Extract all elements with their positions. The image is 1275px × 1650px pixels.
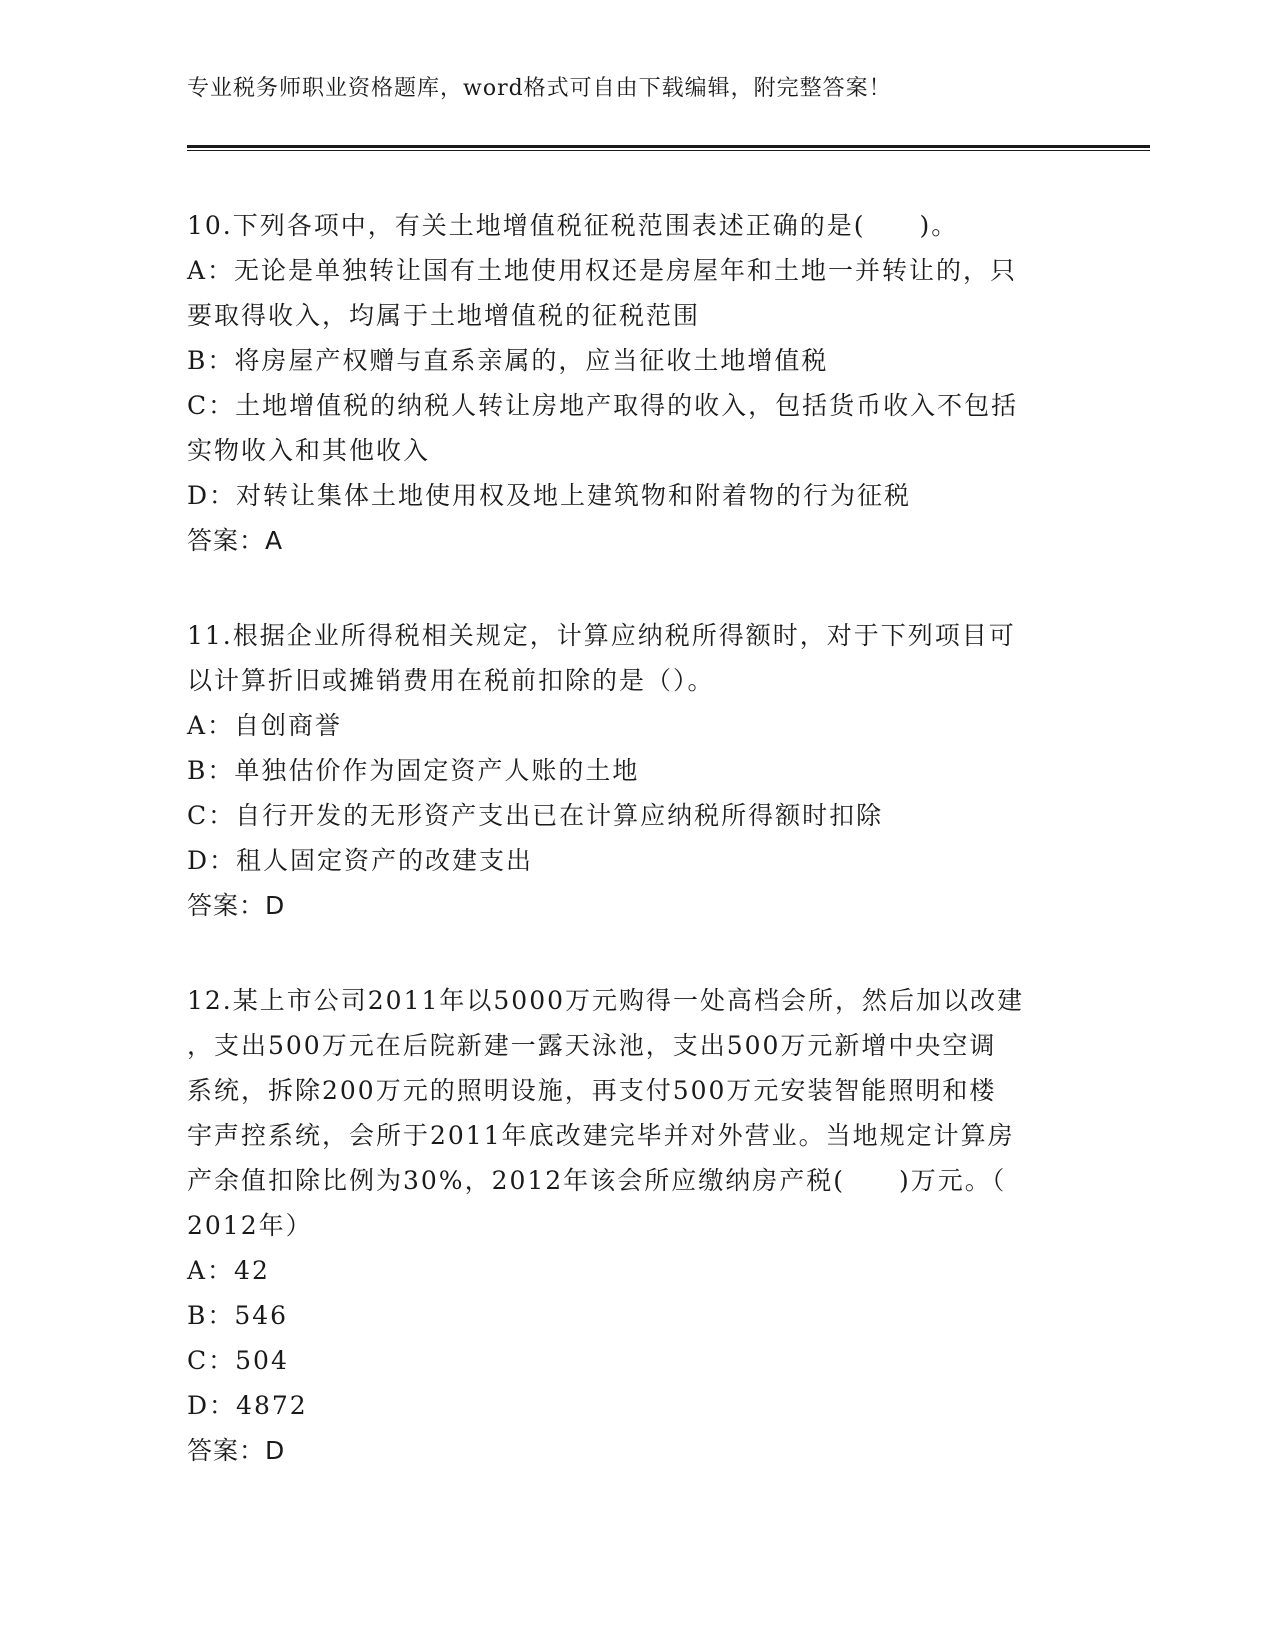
answer-label: 答案：	[187, 1436, 266, 1465]
answer-value: D	[265, 891, 286, 920]
option-d: D：租人固定资产的改建支出	[187, 846, 534, 875]
option-c: C：土地增值税的纳税人转让房地产取得的收入，包括货币收入不包括	[187, 391, 1019, 420]
answer-value: A	[265, 526, 284, 555]
option-a: A：无论是单独转让国有土地使用权还是房屋年和土地一并转让的，只	[187, 256, 1018, 285]
option-a: A：42	[187, 1256, 270, 1285]
question-stem-continued: 以计算折旧或摊销费用在税前扣除的是（）。	[187, 666, 715, 695]
option-a-continued: 要取得收入，均属于土地增值税的征税范围	[187, 301, 701, 330]
option-b: B：将房屋产权赠与直系亲属的，应当征收土地增值税	[187, 346, 829, 375]
header-divider-thin	[187, 150, 1150, 151]
header-divider-thick	[187, 145, 1150, 148]
answer-value: D	[265, 1436, 286, 1465]
option-d: D：4872	[187, 1391, 308, 1420]
option-c-continued: 实物收入和其他收入	[187, 436, 431, 465]
question-10	[187, 203, 1077, 563]
question-stem: 12.某上市公司2011年以5000万元购得一处高档会所，然后加以改建	[187, 986, 1025, 1015]
question-12	[187, 978, 1077, 1473]
question-stem-continued: 宇声控系统，会所于2011年底改建完毕并对外营业。当地规定计算房	[187, 1121, 1015, 1150]
question-stem: 10.下列各项中，有关土地增值税征税范围表述正确的是( )。	[187, 211, 959, 240]
option-c: C：自行开发的无形资产支出已在计算应纳税所得额时扣除	[187, 801, 884, 830]
question-11	[187, 613, 1077, 928]
page-header: 专业税务师职业资格题库，word格式可自由下载编辑，附完整答案！	[187, 76, 892, 101]
question-stem-continued: 产余值扣除比例为30%，2012年该会所应缴纳房产税( )万元。（	[187, 1166, 1007, 1195]
answer-line	[187, 1428, 1077, 1473]
option-b: B：546	[187, 1301, 289, 1330]
question-stem-continued: ，支出500万元在后院新建一露天泳池，支出500万元新增中央空调	[187, 1031, 997, 1060]
answer-label: 答案：	[187, 526, 266, 555]
question-list	[187, 203, 1077, 1523]
question-stem: 11.根据企业所得税相关规定，计算应纳税所得额时，对于下列项目可	[187, 621, 1016, 650]
option-c: C：504	[187, 1346, 289, 1375]
answer-label: 答案：	[187, 891, 266, 920]
question-stem-continued: 2012年）	[187, 1211, 313, 1240]
option-d: D：对转让集体土地使用权及地上建筑物和附着物的行为征税	[187, 481, 912, 510]
question-stem-continued: 系统，拆除200万元的照明设施，再支付500万元安装智能照明和楼	[187, 1076, 997, 1105]
answer-line	[187, 883, 1077, 928]
option-a: A：自创商誉	[187, 711, 343, 740]
answer-line	[187, 518, 1077, 563]
option-b: B：单独估价作为固定资产人账的土地	[187, 756, 640, 785]
